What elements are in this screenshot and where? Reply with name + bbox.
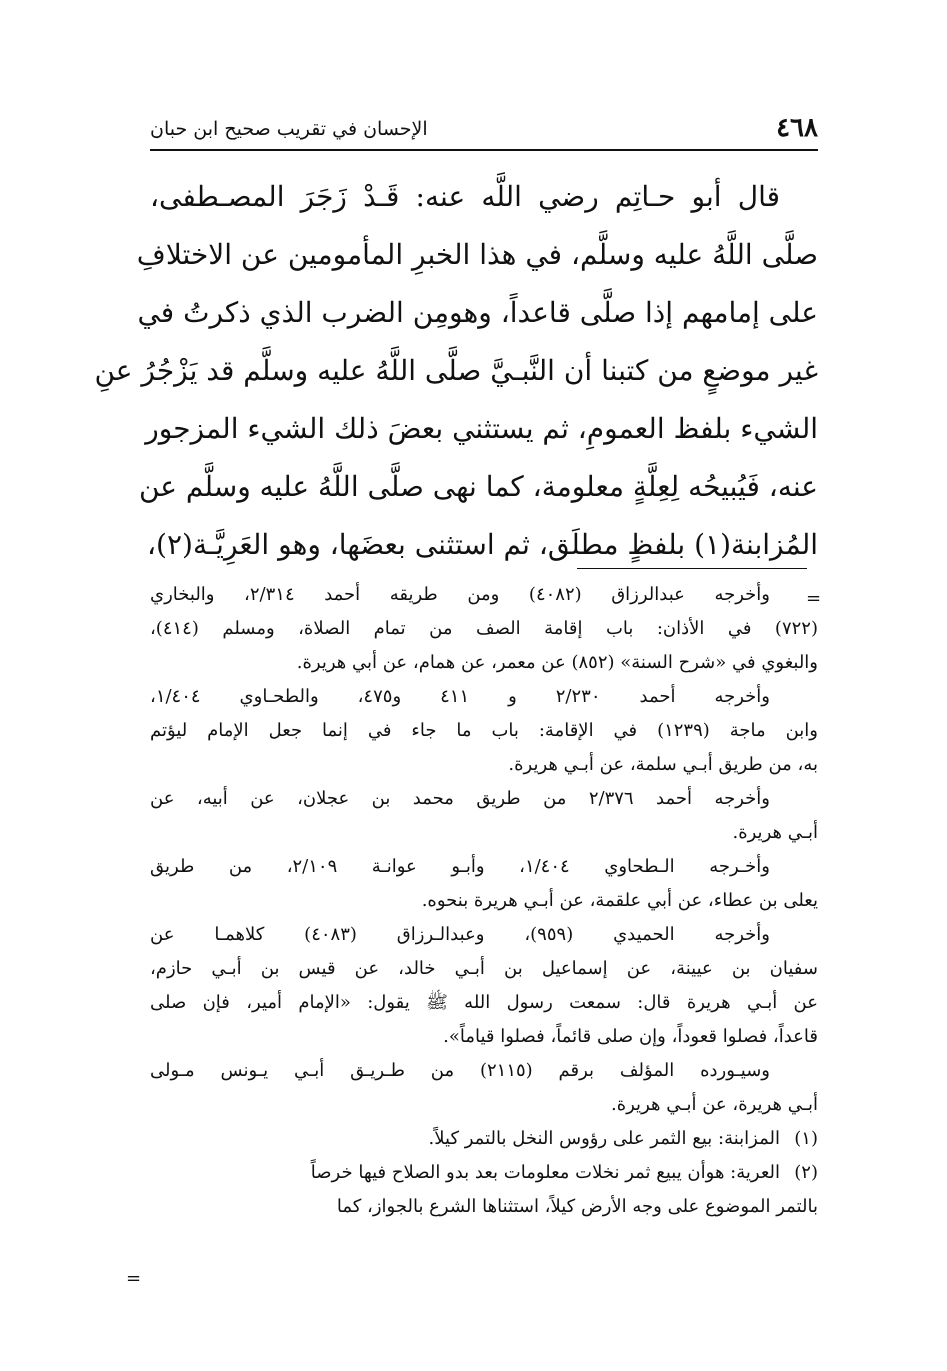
footnote-text: العرية: هوأن يبيع ثمر نخلات معلومات بعد بدو الصلاح فيها خرصاً: [310, 1162, 780, 1183]
main-line: صلَّى اللَّهُ عليه وسلَّم، في هذا الخبرِ المأمومين عن الاختلافِ: [136, 238, 818, 271]
footnote-line: بالتمر الموضوع على وجه الأرض كيلاً، استثناها الشرع بالجواز، كما: [336, 1196, 818, 1217]
footnote-line: (٧٢٢) في الأذان: باب إقامة الصف من تمام الصلاة، ومسلم (٤١٤)،: [150, 618, 818, 639]
footnote-end-mark: =: [126, 1268, 142, 1289]
main-line: على إمامهم إذا صلَّى قاعداً، وهومِن الضرب الذي ذكرتُ في: [137, 296, 818, 329]
footnote-number: (١): [794, 1128, 818, 1149]
footnote-line: يعلى بن عطاء، عن أبي علقمة، عن أبـي هريرة بنحوه.: [421, 890, 818, 911]
main-line: عنه، فَيُبيحُه لِعِلَّةٍ معلومة، كما نهى صلَّى اللَّهُ عليه وسلَّم عن: [138, 470, 818, 503]
footnote-continuation-mark: =: [806, 588, 822, 609]
footnote-line: وأخرجه أحمد ٢/٣٧٦ من طريق محمد بن عجلان، عن أبيه، عن: [150, 788, 770, 809]
footnote-line: وأخرجه الحميدي (٩٥٩)، وعبدالـرزاق (٤٠٨٣) كلاهمـا عن: [150, 924, 770, 945]
footnotes: [150, 578, 818, 1224]
footnote-line: قاعداً، فصلوا قعوداً، وإن صلى قائماً، فصلوا قياماً».: [443, 1026, 818, 1047]
main-line: غير موضعٍ من كتبنا أن النَّبـيَّ صلَّى اللَّهُ عليه وسلَّم قد يَزْجُرُ عنِ: [94, 354, 818, 387]
footnote-line: وسيـورده المؤلف برقم (٢١١٥) من طـريـق أبـي يـونس مـولى: [150, 1060, 770, 1081]
footnote-line: وأخرجه أحمد ٢/٢٣٠ و ٤١١ و٤٧٥، والطحـاوي ١/٤٠٤،: [150, 686, 770, 707]
footnote-2: [150, 1156, 818, 1190]
main-line: قال أبو حـاتِم رضي اللَّه عنه: قَـدْ زَجَرَ المصـطفى،: [150, 180, 780, 213]
footnote-text: المزابنة: بيع الثمر على رؤوس النخل بالتمر كيلاً.: [428, 1128, 780, 1149]
main-line: المُزابنة(١) بلفظٍ مطلَق، ثم استثنى بعضَها، وهو العَرِيَّـة(٢)،: [147, 528, 818, 561]
header-rule: [150, 149, 818, 151]
footnote-line: سفيان بن عيينة، عن إسماعيل بن أبـي خالد، عن قيس بن أبـي حازم،: [150, 958, 818, 979]
page-header: [150, 108, 818, 148]
main-line: الشيء بلفظ العمومِ، ثم يستثني بعضَ ذلك الشيء المزجور: [145, 412, 818, 445]
footnote-number: (٢): [794, 1162, 818, 1183]
footnote-1: [150, 1122, 818, 1156]
footnote-line: وأخـرجه الـطحاوي ١/٤٠٤، وأبـو عوانـة ٢/١٠٩، من طريق: [150, 856, 770, 877]
footnote-line: وأخرجه عبدالرزاق (٤٠٨٢) ومن طريقه أحمد ٢/٣١٤، والبخاري: [150, 584, 770, 605]
footnote-line: عن أبـي هريرة قال: سمعت رسول الله ﷺ يقول: «الإمام أمير، فإن صلى: [150, 992, 818, 1013]
page-number: ٤٦٨: [776, 113, 818, 143]
footnote-line: أبـي هريرة.: [732, 822, 818, 843]
running-title: الإحسان في تقريب صحيح ابن حبان: [150, 118, 428, 140]
main-text: [94, 168, 818, 574]
footnote-line: والبغوي في «شرح السنة» (٨٥٢) عن معمر، عن همام، عن أبي هريرة.: [296, 652, 818, 673]
footnote-line: أبـي هريرة، عن أبـي هريرة.: [610, 1094, 818, 1115]
footnote-line: وابن ماجة (١٢٣٩) في الإقامة: باب ما جاء في إنما جعل الإمام ليؤتم: [150, 720, 818, 741]
footnote-line: به، من طريق أبـي سلمة، عن أبـي هريرة.: [508, 754, 818, 775]
footnote-rule: [577, 568, 807, 569]
